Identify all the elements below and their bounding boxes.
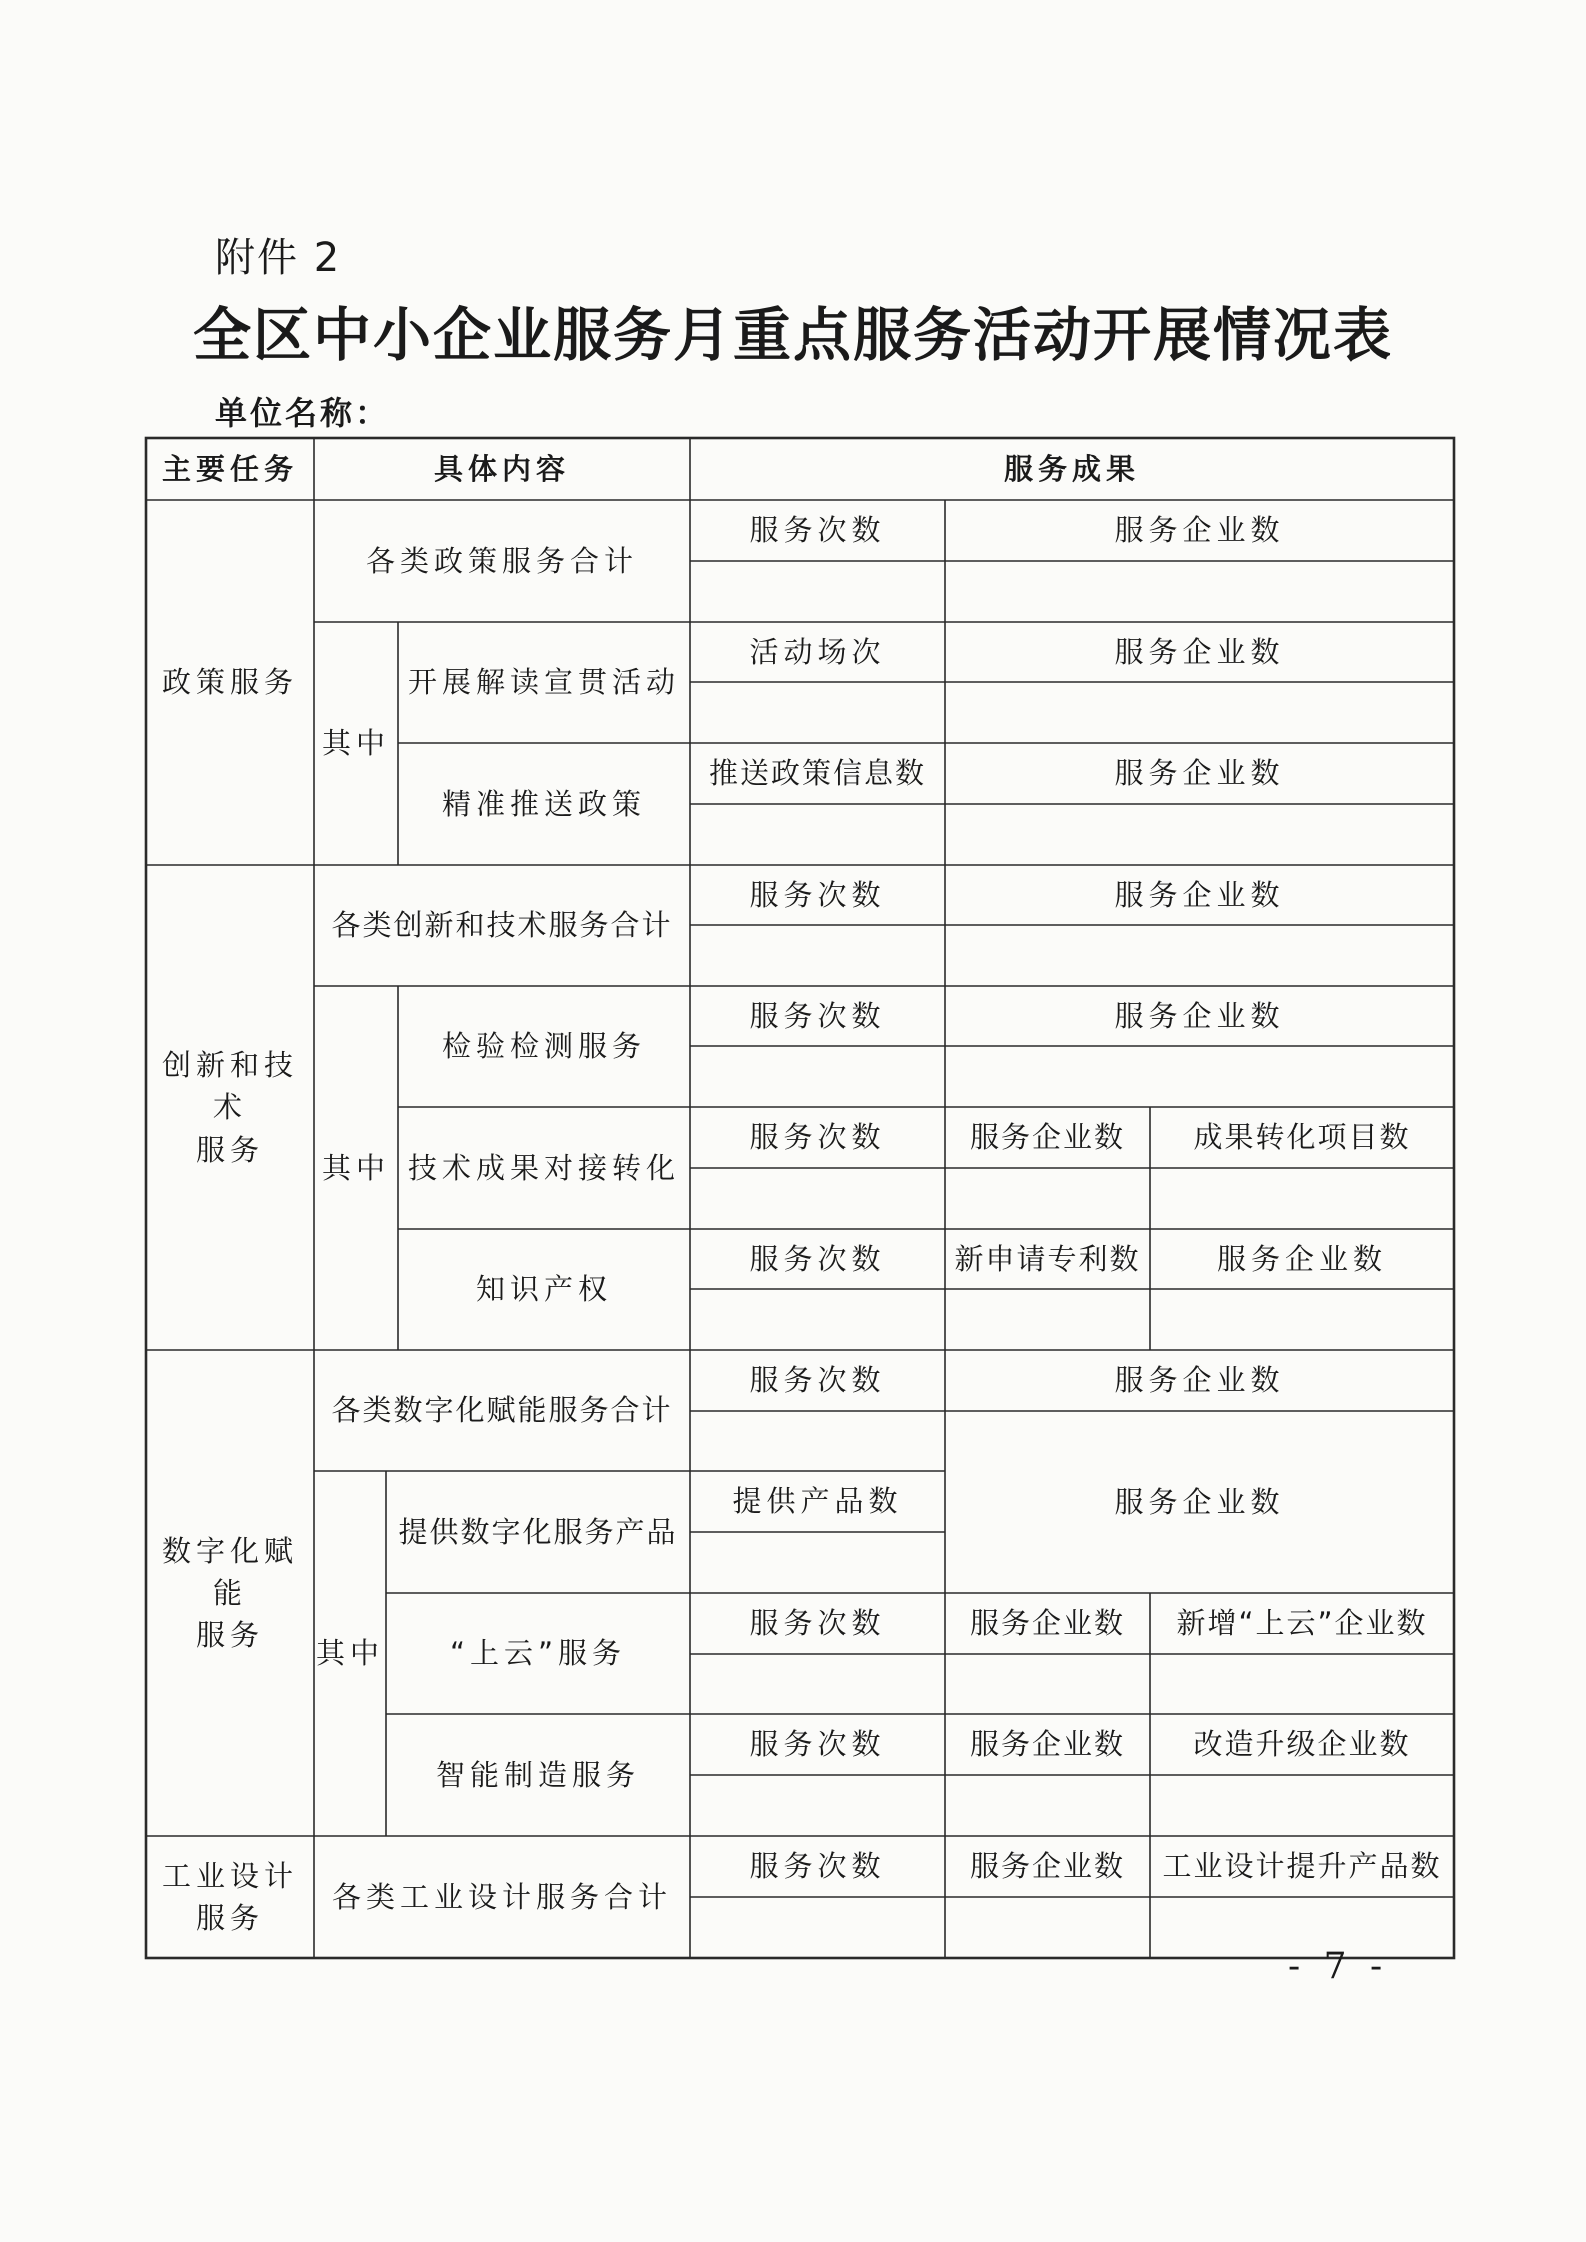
metric-label: 服务企业数	[1114, 998, 1285, 1033]
among-label: 其中	[315, 1636, 384, 1671]
value-cell[interactable]	[945, 1046, 1454, 1107]
value-cell[interactable]	[945, 1897, 1150, 1958]
metric-label: 服务次数	[749, 1120, 886, 1155]
metric-label: 服务次数	[749, 877, 886, 912]
metric-label: 服务企业数	[1114, 1363, 1285, 1398]
metric-label: 服务次数	[749, 998, 886, 1033]
metric-label: 服务企业数	[969, 1727, 1125, 1762]
value-cell[interactable]	[1150, 1775, 1454, 1836]
unit-name-label: 单位名称：	[215, 394, 391, 432]
metric-label: 工业设计提升产品数	[1162, 1849, 1442, 1884]
metric-label: 服务企业数	[969, 1849, 1125, 1884]
metric-label: 推送政策信息数	[708, 756, 926, 791]
metric-label: 提供产品数	[732, 1484, 903, 1519]
page-title: 全区中小企业服务月重点服务活动开展情况表	[192, 301, 1393, 369]
value-cell[interactable]	[690, 804, 945, 865]
metric-label: 服务次数	[749, 513, 886, 548]
page-number: - 7 -	[1288, 1946, 1389, 1987]
content-innovation-ip: 知识产权	[475, 1272, 612, 1307]
value-cell[interactable]	[945, 804, 1454, 865]
value-cell[interactable]	[1150, 1289, 1454, 1350]
content-policy-push: 精准推送政策	[441, 786, 646, 821]
metric-label: 服务次数	[749, 1727, 886, 1762]
content-innovation-total: 各类创新和技术服务合计	[331, 908, 673, 943]
task-digital: 数字化赋能 服务	[161, 1533, 298, 1653]
among-label: 其中	[321, 726, 390, 761]
metric-label: 服务企业数	[1114, 877, 1285, 912]
among-label: 其中	[321, 1150, 390, 1185]
content-digital-total: 各类数字化赋能服务合计	[331, 1393, 673, 1428]
metric-label: 服务企业数	[1114, 513, 1285, 548]
value-cell[interactable]	[690, 1046, 945, 1107]
task-innovation: 创新和技术 服务	[161, 1048, 298, 1167]
value-cell[interactable]	[945, 1168, 1454, 1229]
col-header-content: 具体内容	[433, 451, 570, 486]
value-cell[interactable]	[690, 1532, 945, 1593]
value-cell[interactable]	[945, 682, 1454, 743]
value-cell[interactable]	[690, 682, 945, 743]
metric-label: 服务次数	[749, 1606, 886, 1641]
value-cell[interactable]	[1150, 1654, 1454, 1714]
value-cell[interactable]	[690, 1168, 945, 1229]
content-digital-cloud: “上云”服务	[449, 1636, 627, 1671]
task-design: 工业设计 服务	[161, 1858, 298, 1935]
value-cell[interactable]	[690, 1897, 945, 1958]
content-innovation-transfer: 技术成果对接转化	[407, 1150, 680, 1185]
task-policy: 政策服务	[161, 665, 298, 700]
metric-label: 服务企业数	[1114, 634, 1285, 669]
content-design-total: 各类工业设计服务合计	[331, 1879, 672, 1914]
value-cell[interactable]	[945, 1775, 1150, 1836]
metric-label: 服务企业数	[969, 1606, 1125, 1641]
value-cell[interactable]	[690, 925, 945, 986]
content-innovation-testing: 检验检测服务	[441, 1029, 646, 1064]
value-cell[interactable]	[945, 561, 1454, 622]
value-cell[interactable]	[690, 1775, 945, 1836]
metric-label: 新增“上云”企业数	[1176, 1606, 1428, 1641]
value-cell[interactable]	[945, 1654, 1150, 1714]
value-cell[interactable]	[690, 561, 945, 622]
value-cell[interactable]	[690, 1654, 945, 1714]
metric-label: 服务企业数	[1114, 1484, 1285, 1519]
attachment-label: 附件 2	[215, 235, 342, 281]
value-cell[interactable]	[690, 1289, 945, 1350]
metric-label: 服务企业数	[1216, 1241, 1387, 1276]
content-policy-total: 各类政策服务合计	[365, 543, 638, 578]
metric-label: 服务次数	[749, 1241, 886, 1276]
value-cell[interactable]	[690, 1411, 945, 1471]
content-policy-interpretation: 开展解读宣贯活动	[407, 665, 680, 700]
metric-label: 服务次数	[749, 1363, 886, 1398]
value-cell[interactable]	[945, 1289, 1150, 1350]
metric-label: 改造升级企业数	[1193, 1727, 1411, 1762]
metric-label: 服务企业数	[969, 1120, 1125, 1155]
metric-label: 成果转化项目数	[1193, 1120, 1411, 1155]
content-digital-products: 提供数字化服务产品	[398, 1514, 678, 1549]
col-header-main-task: 主要任务	[161, 451, 298, 486]
col-header-result: 服务成果	[1003, 451, 1140, 486]
metric-label: 服务企业数	[1114, 756, 1285, 791]
content-digital-smart-manufacturing: 智能制造服务	[435, 1757, 640, 1792]
metric-label: 活动场次	[749, 634, 886, 669]
value-cell[interactable]	[945, 925, 1454, 986]
metric-label: 服务次数	[749, 1849, 886, 1884]
metric-label: 新申请专利数	[954, 1241, 1141, 1276]
